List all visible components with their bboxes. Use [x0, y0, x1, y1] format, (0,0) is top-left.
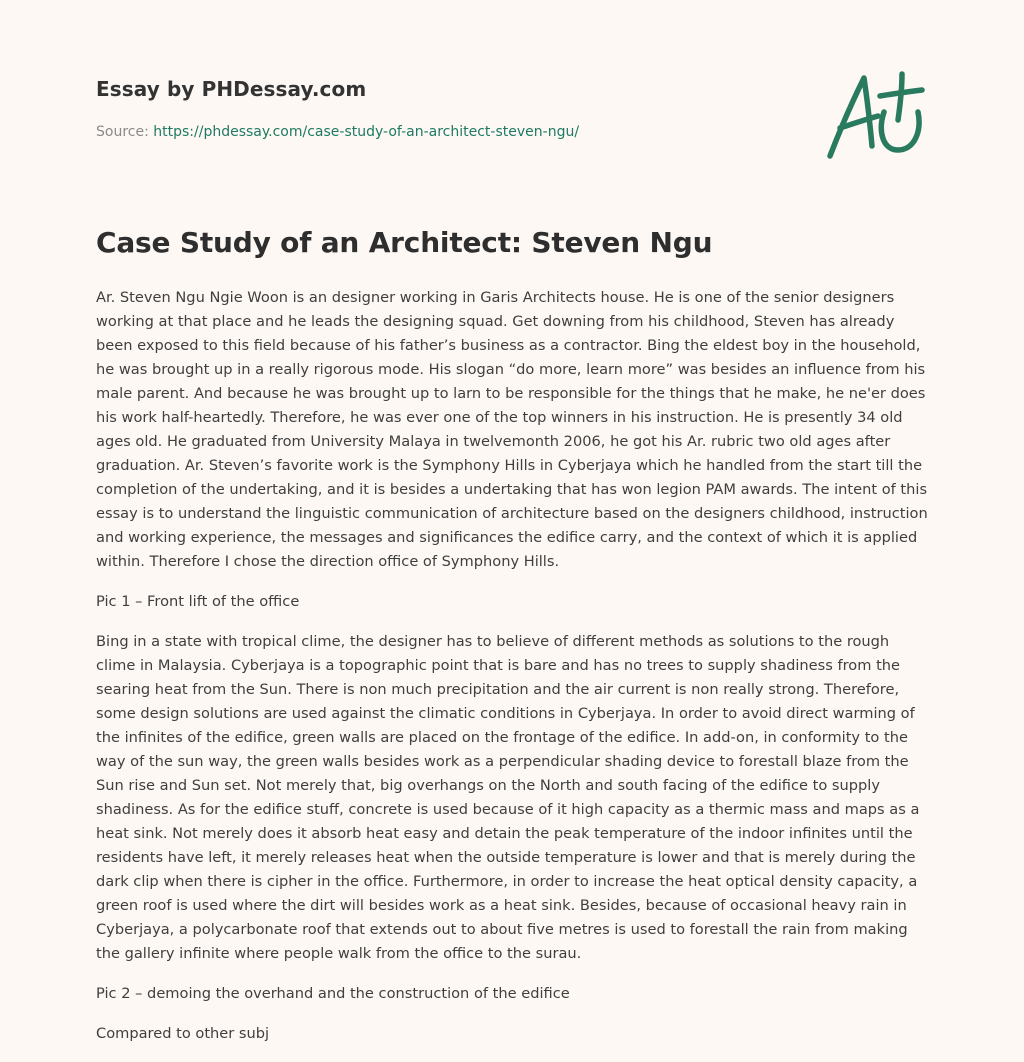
essay-title: Case Study of an Architect: Steven Ngu — [96, 226, 713, 259]
source-link[interactable]: https://phdessay.com/case-study-of-an-architect-steven-ngu/ — [153, 124, 580, 140]
source-line — [96, 124, 579, 140]
image-caption: Pic 2 – demoing the overhand and the construction of the edifice — [96, 985, 570, 1002]
a-plus-logo-icon — [818, 68, 930, 164]
essay-body — [96, 286, 932, 1062]
paragraph-truncated: Compared to other subj — [96, 1025, 270, 1042]
image-caption: Pic 1 – Front lift of the office — [96, 593, 300, 610]
paragraph: Ar. Steven Ngu Ngie Woon is an designer working in Garis Architects house. He is one of the senior designers working at that place and he leads the designing squad. Get downing from his childhood, Steven has already been exposed to this field because of his father’s business as a contractor. Bing the eldest boy in the household, he was brought up in a really rigorous mode. His slogan “do more, learn more” was besides an influence from his male parent. And because he was brought up to larn to be responsible for the things that he make, he ne'er does his work half-heartedly. Therefore, he was ever one of the top winners in his instruction. He is presently 34 old ages old. He graduated from University Malaya in twelvemonth 2006, he got his Ar. rubric two old ages after graduation. Ar. Steven’s favorite work is the Symphony Hills in Cyberjaya which he handled from the start till the completion of the undertaking, and it is besides a undertaking that has won legion PAM awards. The intent of this essay is to understand the linguistic communication of architecture based on the designers childhood, instruction and working experience, the messages and significances the edifice carry, and the context of which it is applied within. Therefore I chose the direction office of Symphony Hills. — [96, 289, 928, 570]
source-label: Source: — [96, 124, 149, 140]
brand-title: Essay by PHDessay.com — [96, 77, 367, 101]
paragraph: Bing in a state with tropical clime, the designer has to believe of different methods as solutions to the rough clime in Malaysia. Cyberjaya is a topographic point that is bare and has no trees to supply shadiness from the searing heat from the Sun. There is non much precipitation and the air current is non really strong. Therefore, some design solutions are used against the climatic conditions in Cyberjaya. In order to avoid direct warming of the infinites of the edifice, green walls are placed on the frontage of the edifice. In add-on, in conformity to the way of the sun way, the green walls besides work as a perpendicular shading device to forestall blaze from the Sun rise and Sun set. Not merely that, big overhangs on the North and south facing of the edifice to supply shadiness. As for the edifice stuff, concrete is used because of it high capacity as a thermic mass and maps as a heat sink. Not merely does it absorb heat easy and detain the peak temperature of the indoor infinites until the residents have left, it merely releases heat when the outside temperature is lower and that is merely during the dark clip when there is cipher in the office. Furthermore, in order to increase the heat optical density capacity, a green roof is used where the dirt will besides work as a heat sink. Besides, because of occasional heavy rain in Cyberjaya, a polycarbonate roof that extends out to about five metres is used to forestall the rain from making the gallery infinite where people walk from the office to the surau. — [96, 633, 920, 962]
